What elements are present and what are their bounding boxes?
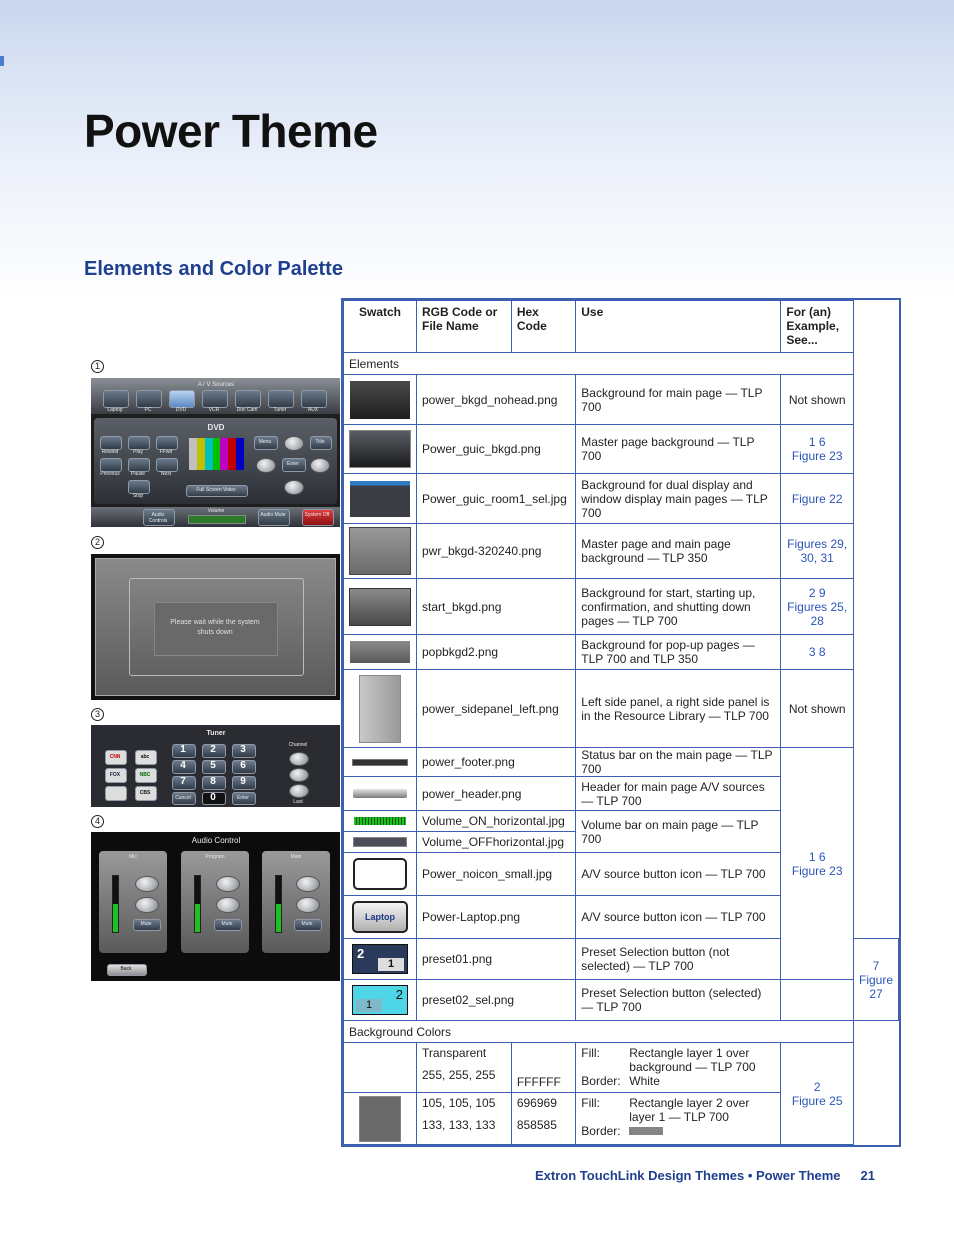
- table-header-row: [344, 301, 899, 353]
- key-label: 5: [210, 760, 216, 771]
- fill-label: Fill:: [581, 1046, 600, 1060]
- ref-cell-group: [781, 748, 854, 980]
- file-cell: Power_guic_room1_sel.jpg: [417, 474, 576, 524]
- pause-button[interactable]: [128, 458, 150, 472]
- table-row: [344, 980, 899, 1021]
- figure-link[interactable]: Figures 25, 28: [787, 599, 848, 628]
- use-cell: Left side panel, a right side panel is in the Resource Library — TLP 700: [576, 670, 781, 748]
- previous-button[interactable]: [100, 458, 122, 472]
- mute-label: Mute: [301, 921, 313, 927]
- table-row: [344, 375, 899, 425]
- preset-big-number: 2: [395, 987, 403, 1002]
- ffwd-label: FFwd: [159, 449, 173, 455]
- ref-cell: [781, 579, 854, 635]
- ref-figure-numbers: 3 8: [808, 645, 826, 659]
- file-cell: Power_guic_bkgd.png: [417, 425, 576, 474]
- key-label: 2: [210, 744, 216, 755]
- swatch-image: [354, 817, 406, 825]
- section-row-elements: [344, 353, 899, 375]
- next-button[interactable]: [156, 458, 178, 472]
- rgb-value-2: 133, 133, 133: [422, 1118, 496, 1132]
- figure-link[interactable]: Figure 23: [791, 449, 843, 463]
- channel-label: Channel: [288, 742, 308, 748]
- key-label: 0: [210, 792, 216, 803]
- key-label: 3: [240, 744, 246, 755]
- source-label: Tuner: [273, 407, 287, 413]
- rewind-button[interactable]: [100, 436, 122, 450]
- ffwd-button[interactable]: [156, 436, 178, 450]
- table-row: [344, 579, 899, 635]
- header-swatch: Swatch: [344, 301, 417, 353]
- mute-label: Mute: [140, 921, 152, 927]
- use-cell: Background for dual display and window display main pages — TLP 700: [576, 474, 781, 524]
- use-cell: Preset Selection button (not selected) — TLP 700: [576, 939, 781, 980]
- table-row: [344, 1043, 899, 1093]
- audio-mute-label: Audio Mute: [260, 512, 286, 518]
- cancel-label: Cancel: [175, 795, 191, 801]
- volume-down-icon[interactable]: [135, 897, 159, 913]
- ref-cell-preset: [853, 939, 898, 1021]
- section-label-elements: Elements: [344, 353, 854, 375]
- down-arrow-icon[interactable]: [284, 480, 304, 495]
- figure-3-tuner-screenshot: [91, 725, 340, 807]
- file-cell: power_header.png: [417, 777, 576, 811]
- ref-cell: Not shown: [781, 375, 854, 425]
- file-cell: power_sidepanel_left.png: [417, 670, 576, 748]
- source-label: DVD: [175, 407, 187, 413]
- swatch-image: [350, 481, 410, 517]
- back-label: Back: [120, 966, 132, 972]
- audio-controls-label: Audio Controls: [148, 512, 168, 524]
- channel-logo-label: FOX: [109, 772, 121, 778]
- level-meter: [194, 875, 201, 933]
- header-hex: Hex Code: [511, 301, 575, 353]
- swatch-image: [350, 641, 410, 663]
- use-cell: Status bar on the main page — TLP 700: [576, 748, 781, 777]
- previous-label: Previous: [100, 471, 120, 477]
- key-label: 1: [180, 744, 186, 755]
- figure-link[interactable]: Figure 27: [858, 972, 893, 1001]
- figure-link[interactable]: Figure 22: [791, 491, 843, 506]
- ref-cell: [781, 524, 854, 579]
- table-row: [344, 748, 899, 777]
- swatch-cell: [344, 425, 417, 474]
- figure-link[interactable]: Figures 29, 30, 31: [787, 537, 848, 565]
- swatch-image: [349, 527, 411, 575]
- swatch-cell: [344, 1043, 417, 1093]
- channel-name: Mic: [129, 854, 137, 860]
- use-cell: Preset Selection button (selected) — TLP 700: [576, 980, 781, 1021]
- page-title: Power Theme: [84, 105, 378, 157]
- ref-figure-numbers: 2 9: [808, 585, 826, 600]
- source-vcr-button[interactable]: [202, 390, 228, 408]
- volume-up-icon[interactable]: [216, 876, 240, 892]
- key-label: 6: [240, 760, 246, 771]
- volume-label: Volume: [207, 508, 225, 514]
- swatch-image: [349, 588, 411, 626]
- rgb-cell: [417, 1043, 512, 1093]
- preset-big-number: 2: [357, 946, 365, 961]
- channel-up-icon[interactable]: [289, 752, 309, 766]
- volume-up-icon[interactable]: [135, 876, 159, 892]
- border-value: White: [629, 1074, 660, 1088]
- swatch-cell: [344, 579, 417, 635]
- section-label-background-colors: Background Colors: [344, 1021, 854, 1043]
- header-ref: For (an) Example, See...: [781, 301, 854, 353]
- hex-value-2: 858585: [516, 1118, 557, 1132]
- use-cell: Master page and main page background — TLP 350: [576, 524, 781, 579]
- key-label: 8: [210, 776, 216, 787]
- next-label: Next: [160, 471, 172, 477]
- table-row: [344, 670, 899, 748]
- pause-label: Pause: [130, 471, 146, 477]
- file-cell: preset01.png: [417, 939, 576, 980]
- ref-cell: [781, 635, 854, 670]
- swatch-image: [352, 759, 408, 766]
- swatch-cell: [344, 980, 417, 1021]
- swatch-cell: [344, 939, 417, 980]
- level-meter: [275, 875, 282, 933]
- last-channel-icon[interactable]: [289, 784, 309, 798]
- source-label: AUX: [307, 407, 319, 413]
- file-cell: Power_noicon_small.jpg: [417, 853, 576, 896]
- ref-cell: [781, 474, 854, 524]
- title-label: Title: [315, 439, 325, 445]
- figure-2-shutdown-screenshot: [91, 554, 340, 700]
- ref-figure-numbers: 7: [872, 958, 880, 973]
- left-arrow-icon[interactable]: [256, 458, 276, 473]
- play-button[interactable]: [128, 436, 150, 450]
- color-name: Transparent: [422, 1046, 487, 1060]
- figure-3-number: 3: [91, 708, 104, 721]
- use-cell: Background for main page — TLP 700: [576, 375, 781, 425]
- ref-figure-numbers: 1 6: [808, 435, 826, 449]
- laptop-icon: Laptop: [352, 901, 408, 933]
- use-cell: Background for pop-up pages — TLP 700 and TLP 350: [576, 635, 781, 670]
- swatch-cell: [344, 670, 417, 748]
- swatch-cell: [344, 777, 417, 811]
- hex-value: 696969: [516, 1096, 557, 1110]
- mute-label: Mute: [221, 921, 233, 927]
- file-cell: Volume_OFFhorizontal.jpg: [417, 832, 576, 853]
- file-cell: Power-Laptop.png: [417, 896, 576, 939]
- av-sources-header: A / V Sources: [197, 382, 235, 388]
- volume-down-icon[interactable]: [216, 897, 240, 913]
- source-label: Doc Cam: [236, 407, 258, 413]
- swatch-image: [349, 430, 411, 468]
- file-cell: start_bkgd.png: [417, 579, 576, 635]
- swatch-cell: [344, 811, 417, 832]
- channel-logo-label: abc: [140, 754, 150, 760]
- figure-2-number: 2: [91, 536, 104, 549]
- channel-logo-label: CNN: [109, 754, 121, 760]
- preset-swatch-selected: [352, 985, 408, 1015]
- table-row: [344, 425, 899, 474]
- full-screen-video-label: Full Screen Video: [196, 487, 236, 493]
- ref-figure-numbers: 2: [813, 1079, 821, 1094]
- swatch-cell: [344, 635, 417, 670]
- channel-logo-label: NBC: [139, 772, 151, 778]
- header-rgb: RGB Code or File Name: [417, 301, 512, 353]
- audio-control-title: Audio Control: [191, 836, 241, 845]
- enter-label: Enter: [237, 795, 249, 801]
- ref-figure-numbers: 1 6: [808, 849, 826, 864]
- source-label: VCR: [208, 407, 220, 413]
- file-cell: power_bkgd_nohead.png: [417, 375, 576, 425]
- fill-label: Fill:: [581, 1096, 600, 1110]
- border-color-swatch: [629, 1127, 663, 1135]
- volume-up-icon[interactable]: [296, 876, 320, 892]
- table-row: [344, 524, 899, 579]
- use-cell: Volume bar on main page — TLP 700: [576, 811, 781, 853]
- swatch-cell: [344, 524, 417, 579]
- file-cell: pwr_bkgd-320240.png: [417, 524, 576, 579]
- table-row: [344, 474, 899, 524]
- up-arrow-icon[interactable]: [284, 436, 304, 451]
- border-label: Border:: [581, 1074, 621, 1088]
- level-meter: [112, 875, 119, 933]
- fill-value: Rectangle layer 1 over background — TLP 700: [629, 1046, 756, 1074]
- source-laptop-button[interactable]: [103, 390, 129, 408]
- swatch-image: [359, 675, 401, 743]
- preset-small-number: 1: [378, 958, 404, 971]
- edge-marker: [0, 56, 4, 66]
- swatch-image: [353, 837, 407, 847]
- dvd-panel-title: DVD: [207, 423, 225, 432]
- swatch-cell: [344, 896, 417, 939]
- table-row: [344, 635, 899, 670]
- use-cell: Background for start, starting up, confirmation, and shutting down pages — TLP 700: [576, 579, 781, 635]
- use-cell: Master page background — TLP 700: [576, 425, 781, 474]
- figure-1-main-page-screenshot: [91, 378, 340, 527]
- use-cell: Header for main page A/V sources — TLP 700: [576, 777, 781, 811]
- elements-color-palette-table: [343, 300, 899, 1145]
- ref-cell-bg: [781, 1043, 854, 1145]
- source-doccam-button[interactable]: [235, 390, 261, 408]
- rgb-value: 255, 255, 255: [422, 1068, 496, 1082]
- page-number: 21: [860, 1168, 876, 1183]
- header-use: Use: [576, 301, 781, 353]
- key-label: 7: [180, 776, 186, 787]
- preset-swatch: [352, 944, 408, 974]
- volume-down-icon[interactable]: [296, 897, 320, 913]
- page-footer: [535, 1168, 875, 1183]
- ref-cell: [781, 425, 854, 474]
- figure-4-number: 4: [91, 815, 104, 828]
- stop-label: Stop: [132, 493, 144, 499]
- rgb-cell: [417, 1093, 512, 1145]
- swatch-cell: [344, 1093, 417, 1145]
- use-cell: [576, 1043, 781, 1093]
- channel-down-icon[interactable]: [289, 768, 309, 782]
- use-cell: A/V source button icon — TLP 700: [576, 896, 781, 939]
- section-row-background-colors: [344, 1021, 899, 1043]
- figure-link[interactable]: Figure 25: [791, 1093, 843, 1108]
- footer-title: Extron TouchLink Design Themes • Power Theme: [535, 1168, 841, 1183]
- hex-cell: FFFFFF: [511, 1043, 575, 1093]
- swatch-cell: [344, 853, 417, 896]
- rgb-value: 105, 105, 105: [422, 1096, 496, 1110]
- source-pc-button[interactable]: [136, 390, 162, 408]
- source-aux-button[interactable]: [301, 390, 327, 408]
- file-cell: power_footer.png: [417, 748, 576, 777]
- swatch-cell: [344, 748, 417, 777]
- source-dvd-button[interactable]: [169, 390, 195, 408]
- file-cell: preset02_sel.png: [417, 980, 576, 1021]
- figure-link[interactable]: Figure 23: [791, 863, 843, 878]
- shutdown-message: Please wait while the system shuts down: [170, 619, 260, 636]
- hex-cell: [511, 1093, 575, 1145]
- source-tuner-button[interactable]: [268, 390, 294, 408]
- rewind-label: Rewind: [101, 449, 119, 455]
- channel-logo-label: CBS: [139, 790, 151, 796]
- swatch-cell: [344, 832, 417, 853]
- volume-bar[interactable]: [188, 515, 246, 524]
- border-label: Border:: [581, 1124, 621, 1138]
- system-off-label: System Off: [304, 512, 330, 518]
- stop-button[interactable]: [128, 480, 150, 494]
- right-arrow-icon[interactable]: [310, 458, 330, 473]
- key-label: 4: [180, 760, 186, 771]
- preset-small-number: 1: [356, 999, 382, 1012]
- enter-label: Enter: [287, 461, 299, 467]
- file-cell: popbkgd2.png: [417, 635, 576, 670]
- file-cell: Volume_ON_horizontal.jpg: [417, 811, 576, 832]
- swatch-image: [350, 381, 410, 419]
- figure-1-number: 1: [91, 360, 104, 373]
- figure-4-audio-control-screenshot: [91, 832, 340, 981]
- use-cell: [576, 1093, 781, 1145]
- source-label: Laptop: [107, 407, 123, 413]
- tuner-title: Tuner: [206, 730, 226, 737]
- section-title: Elements and Color Palette: [84, 258, 343, 280]
- channel-name: Main: [290, 854, 302, 860]
- swatch-cell: [344, 474, 417, 524]
- use-cell: A/V source button icon — TLP 700: [576, 853, 781, 896]
- channel-name: Program: [205, 854, 225, 860]
- swatch-cell: [344, 375, 417, 425]
- fill-value: Rectangle layer 2 over layer 1 — TLP 700: [629, 1096, 750, 1124]
- menu-label: Menu: [258, 439, 272, 445]
- last-label: Last: [293, 799, 303, 805]
- ref-cell: Not shown: [781, 670, 854, 748]
- play-label: Play: [133, 449, 143, 455]
- swatch-image: [353, 858, 407, 890]
- source-label: PC: [144, 407, 152, 413]
- channel-logo-other[interactable]: [105, 786, 127, 801]
- key-label: 9: [240, 776, 246, 787]
- gray-swatch: [359, 1096, 401, 1142]
- swatch-image: [353, 789, 407, 798]
- video-preview-color-bars: [189, 438, 244, 470]
